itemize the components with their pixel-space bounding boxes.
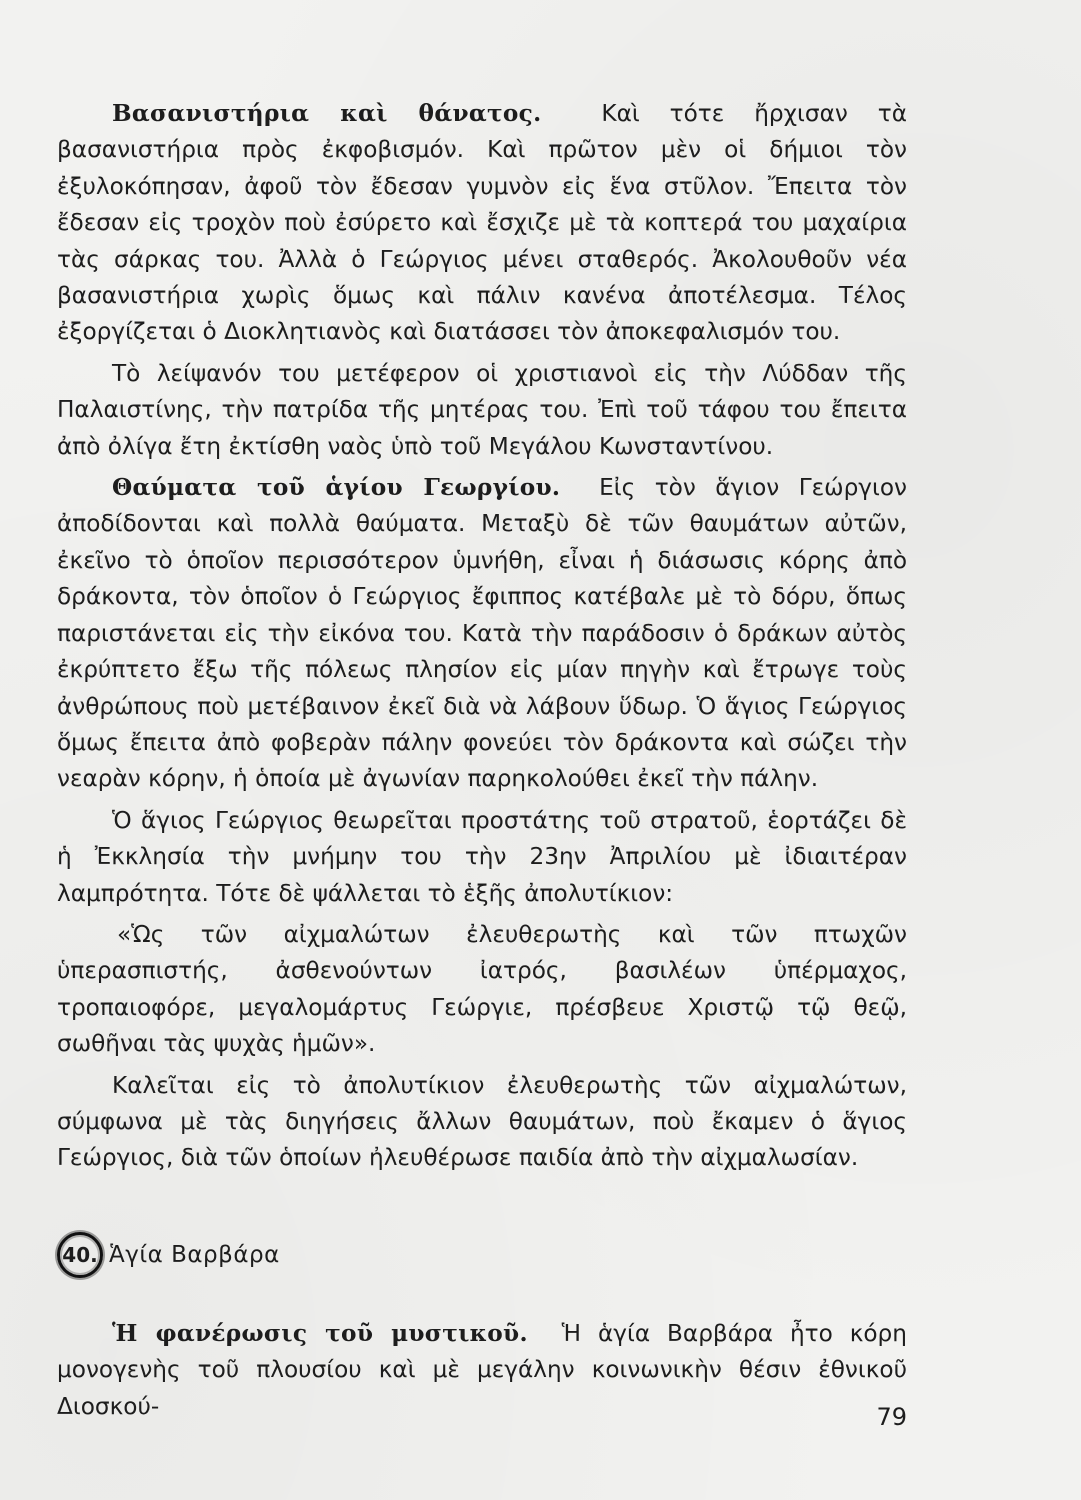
text-protector: Ὁ ἅγιος Γεώργιος θεωρεῖται προστάτης τοῦ στρατοῦ, ἑορτάζει δὲ ἡ Ἐκκλησία τὴν μνήμην του τὴν 23ην Ἀπριλίου μὲ ἰδιαιτέραν λαμπρότητα. Τότε δὲ ψάλλεται τὸ ἑξῆς ἀπολυτίκιον:	[57, 806, 907, 907]
text-relics: Τὸ λείψανόν του μετέφερον οἱ χριστιανοὶ εἰς τὴν Λύδδαν τῆς Παλαιστίνης, τὴν πατρίδα τῆς μητέρας του. Ἐπὶ τοῦ τάφου του ἔπειτα ἀπὸ ὀλίγα ἔτη ἐκτίσθη ναὸς ὑπὸ τοῦ Μεγάλου Κωνσταντίνου.	[57, 359, 907, 460]
text-tortures: Καὶ τότε ἤρχισαν τὰ βασανιστήρια πρὸς ἐκφοβισμόν. Καὶ πρῶτον μὲν οἱ δήμιοι τὸν ἐξυλοκόπησαν, ἀφοῦ τὸν ἔδεσαν γυμνὸν εἰς ἕνα στῦλον. Ἔπειτα τὸν ἔδεσαν εἰς τροχὸν ποὺ ἐσύρετο καὶ ἔσχιζε μὲ τὰ κοπτερά του μαχαίρια τὰς σάρκας του. Ἀλλὰ ὁ Γεώργιος μένει σταθερός. Ἀκολουθοῦν νέα βασανιστήρια χωρὶς ὅμως καὶ πάλιν κανένα ἀποτέλεσμα. Τέλος ἐξοργίζεται ὁ Διοκλητιανὸς καὶ διατάσσει τὸν ἀποκεφαλισμόν του.	[57, 100, 907, 346]
paragraph-barbara	[57, 1316, 907, 1425]
paragraph-tortures	[57, 96, 907, 351]
page-number: 79	[876, 1403, 907, 1431]
text-liberator: Καλεῖται εἰς τὸ ἀπολυτίκιον ἐλευθερωτὴς τῶν αἰχμαλώτων, σύμφωνα μὲ τὰς διηγήσεις ἄλλων θαυμάτων, ποὺ ἔκαμεν ὁ ἅγιος Γεώργιος, διὰ τῶν ὁποίων ἠλευθέρωσε παιδία ἀπὸ τὴν αἰχμαλωσίαν.	[57, 1071, 907, 1172]
heading-revelation: Ἡ φανέρωσις τοῦ μυστικοῦ.	[112, 1320, 528, 1347]
heading-tortures: Βασανιστήρια καὶ θάνατος.	[112, 100, 542, 127]
paragraph-revelation	[57, 1316, 907, 1425]
paragraph-relics	[57, 356, 907, 465]
text-miracles: Εἰς τὸν ἅγιον Γεώργιον ἀποδίδονται καὶ πολλὰ θαύματα. Μεταξὺ δὲ τῶν θαυμάτων αὐτῶν, ἐκεῖνο τὸ ὁποῖον περισσότερον ὑμνήθη, εἶναι ἡ διάσωσις κόρης ἀπὸ δράκοντα, τὸν ὁποῖον ὁ Γεώργιος ἔφιππος κατέβαλε μὲ τὸ δόρυ, ὅπως παριστάνεται εἰς τὴν εἰκόνα του. Κατὰ τὴν παράδοσιν ὁ δράκων αὐτὸς ἐκρύπτετο ἔξω τῆς πόλεως πλησίον εἰς μίαν πηγὴν καὶ ἔτρωγε τοὺς ἀνθρώπους ποὺ μετέβαινον ἐκεῖ διὰ νὰ λάβουν ὕδωρ. Ὁ ἅγιος Γεώργιος ὅμως ἔπειτα ἀπὸ φοβερὰν πάλην φονεύει τὸν δράκοντα καὶ σώζει τὴν νεαρὰν κόρην, ἡ ὁποία μὲ ἀγωνίαν παρηκολούθει ἐκεῖ τὴν πάλην.	[57, 474, 907, 793]
paragraph-hymn	[57, 917, 907, 1063]
chapter-title	[57, 1232, 280, 1278]
paragraph-protector	[57, 803, 907, 912]
paragraph-miracles	[57, 470, 907, 798]
paragraph-liberator	[57, 1068, 907, 1177]
heading-miracles: Θαύματα τοῦ ἁγίου Γεωργίου.	[112, 474, 561, 502]
main-text	[57, 96, 907, 1177]
chapter-number: 40.	[57, 1232, 103, 1278]
chapter-name: Ἁγία Βαρβάρα	[109, 1242, 280, 1268]
text-revelation: Ἡ ἁγία Βαρβάρα ἦτο κόρη μονογενὴς τοῦ πλουσίου καὶ μὲ μεγάλην κοινωνικὴν θέσιν ἐθνικοῦ Διοσκού-	[57, 1320, 907, 1420]
text-hymn: «Ὡς τῶν αἰχμαλώτων ἐλευθερωτὴς καὶ τῶν πτωχῶν ὑπερασπιστής, ἀσθενούντων ἰατρός, βασιλέων ὑπέρμαχος, τροπαιοφόρε, μεγαλομάρτυς Γεώργιε, πρέσβευε Χριστῷ τῷ θεῷ, σωθῆναι τὰς ψυχὰς ἡμῶν».	[57, 920, 907, 1058]
